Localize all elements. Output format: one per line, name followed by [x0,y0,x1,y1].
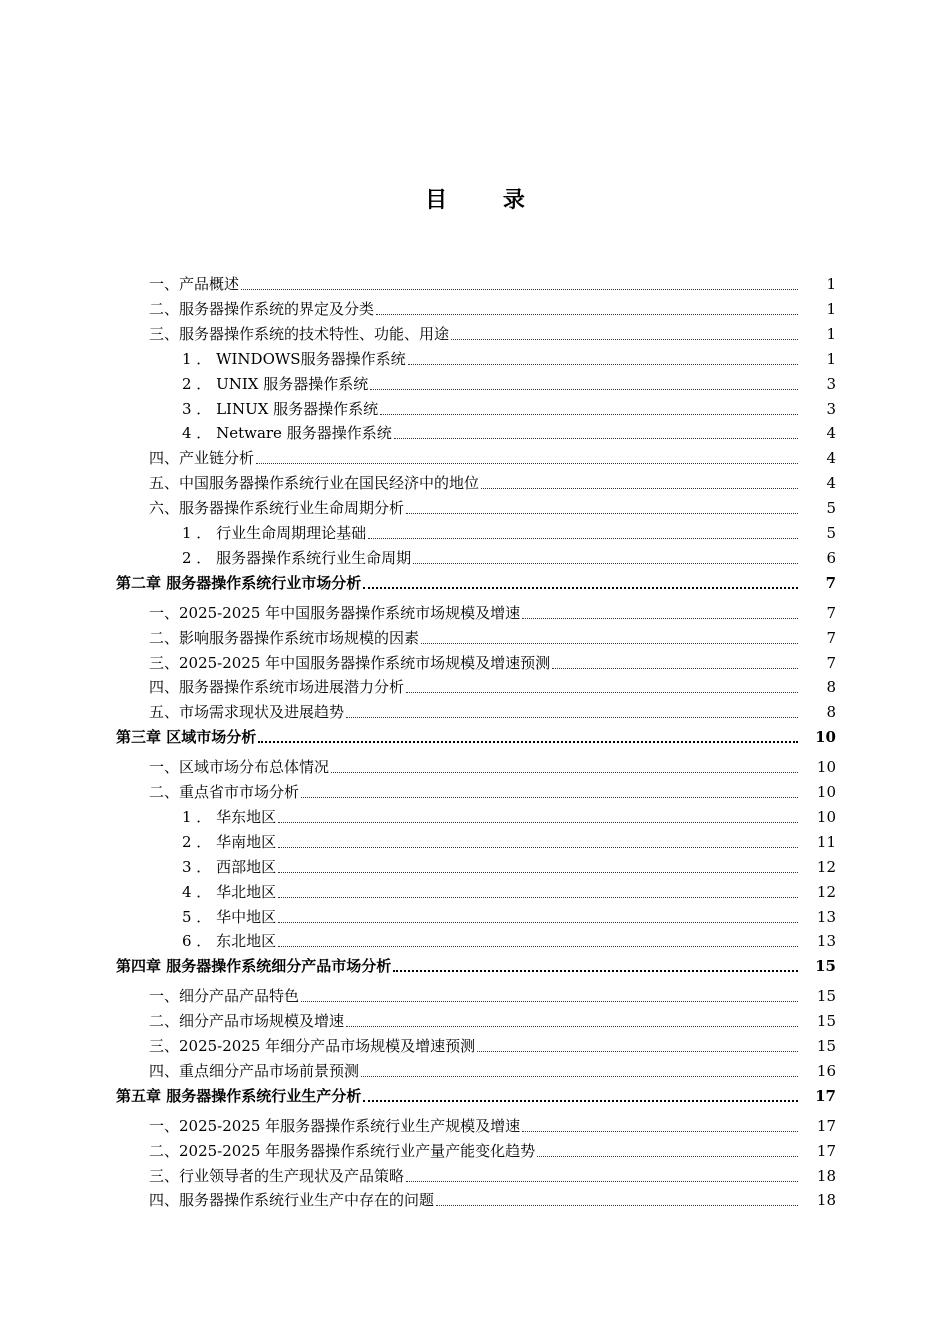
toc-entry-label: 2 ． UNIX 服务器操作系统 [182,374,369,393]
toc-entry-label: 二、重点省市市场分析 [149,783,300,801]
toc-entry-label: 第五章 服务器操作系统行业生产分析 [116,1086,362,1105]
toc-page-number: 12 [816,882,836,901]
toc-entry-label: 四、服务器操作系统行业生产中存在的问题 [149,1191,435,1210]
dot-leader [241,283,798,290]
toc-page-number: 12 [816,857,836,876]
page-title: 目 录 [425,188,549,213]
dot-leader [278,841,798,848]
toc-entry-label: 三、服务器操作系统的技术特性、功能、用途 [149,324,450,343]
toc-page-number: 4 [826,449,836,468]
dot-leader [406,507,798,514]
toc-page-number: 1 [826,299,836,318]
toc-entry-label: 一、2025-2025 年服务器操作系统行业生产规模及增速 [149,1116,521,1135]
toc-page-number: 1 [826,324,836,343]
toc-entry[interactable] [182,521,836,545]
toc-entry-label: 五、市场需求现状及进展趋势 [149,703,345,722]
dot-leader [537,1150,798,1157]
toc-entry-label: 四、产业链分析 [149,449,255,468]
toc-page-number: 1 [826,349,836,368]
toc-page-number: 7 [826,628,836,647]
toc-page-number: 4 [826,424,836,443]
toc-page-number: 11 [816,832,836,851]
dot-leader [522,1125,798,1132]
toc-entry[interactable] [182,546,836,570]
toc-entry[interactable] [149,496,836,520]
toc-chapter-entry[interactable] [116,1084,836,1108]
dot-leader [477,1045,798,1052]
toc-page-number: 16 [816,1061,836,1080]
dot-leader [552,662,798,669]
toc-entry[interactable] [149,601,836,625]
toc-entry-label: 一、区域市场分布总体情况 [149,758,330,777]
toc-page-number: 15 [816,987,836,1006]
toc-entry-label: 二、2025-2025 年服务器操作系统行业产量产能变化趋势 [149,1141,536,1160]
dot-leader [278,940,798,947]
toc-entry-label: 二、细分产品市场规模及增速 [149,1012,345,1031]
toc-entry[interactable] [182,372,836,396]
toc-page-number: 17 [815,1086,836,1105]
toc-entry[interactable] [149,1164,836,1188]
toc-entry-label: 5 ． 华中地区 [182,907,277,926]
toc-entry-label: 四、服务器操作系统市场进展潜力分析 [149,678,405,697]
toc-entry-label: 1 ． 华东地区 [182,807,277,826]
toc-entry-label: 六、服务器操作系统行业生命周期分析 [149,499,405,518]
dot-leader [421,637,798,644]
dot-leader [481,482,798,489]
toc-page-number: 3 [826,374,836,393]
toc-page-number: 10 [816,758,836,777]
toc-entry-label: 五、中国服务器操作系统行业在国民经济中的地位 [149,474,480,493]
toc-page-number: 1 [826,275,836,293]
toc-entry[interactable] [182,805,836,829]
dot-leader [331,766,798,773]
toc-page-number: 7 [826,603,836,622]
toc-entry[interactable] [149,1009,836,1033]
dot-leader [278,891,798,898]
dot-leader [394,432,798,439]
toc-entry[interactable] [149,651,836,675]
toc-page-number: 7 [826,653,836,672]
dot-leader [363,581,798,589]
dot-leader [376,308,798,315]
toc-page-number: 15 [816,1037,836,1055]
dot-leader [346,711,798,718]
toc-entry[interactable] [149,1139,836,1163]
toc-entry[interactable] [182,397,836,421]
dot-leader [258,735,798,743]
toc-entry-label: 三、2025-2025 年细分产品市场规模及增速预测 [149,1037,476,1055]
dot-leader [256,457,798,464]
toc-entry-label: 3 ． 西部地区 [182,857,277,876]
toc-page-number: 15 [816,1012,836,1031]
toc-page-number: 10 [816,783,836,801]
toc-entry-label: 二、影响服务器操作系统市场规模的因素 [149,628,420,647]
toc-page-number: 7 [825,573,836,592]
toc-entry-label: 一、2025-2025 年中国服务器操作系统市场规模及增速 [149,603,521,622]
toc-entry-label: 1 ． 行业生命周期理论基础 [182,524,367,542]
toc-page-number: 17 [816,1141,836,1160]
dot-leader [406,1175,798,1182]
toc-chapter-entry[interactable] [116,725,836,749]
toc-page-number: 10 [815,728,836,747]
toc-page-number: 13 [816,907,836,926]
toc-entry-label: 4 ． Netware 服务器操作系统 [182,424,392,443]
toc-entry-label: 4 ． 华北地区 [182,882,277,901]
toc-entry[interactable] [149,626,836,650]
toc-entry[interactable] [149,700,836,724]
toc-entry[interactable] [149,272,836,296]
toc-entry[interactable] [149,755,836,779]
dot-leader [370,383,798,390]
toc-entry[interactable] [149,675,836,699]
toc-entry[interactable] [182,855,836,879]
toc-entry[interactable] [149,297,836,321]
toc-entry[interactable] [182,347,836,371]
dot-leader [301,791,798,798]
dot-leader [451,333,798,340]
toc-page-number: 5 [826,499,836,518]
dot-leader [278,816,798,823]
toc-page-number: 3 [826,399,836,418]
toc-entry-label: 第三章 区域市场分析 [116,728,257,747]
dot-leader [406,686,798,693]
dot-leader [361,1070,798,1077]
dot-leader [346,1020,798,1027]
toc-entry-label: 一、产品概述 [149,275,240,293]
toc-entry-label: 三、行业领导者的生产现状及产品策略 [149,1166,405,1185]
toc-chapter-entry[interactable] [116,954,836,978]
toc-entry[interactable] [149,1059,836,1083]
toc-entry[interactable] [182,905,836,929]
toc-entry-label: 2 ． 服务器操作系统行业生命周期 [182,548,412,567]
dot-leader [368,532,798,539]
toc-page-number: 4 [826,474,836,493]
dot-leader [278,916,798,923]
toc-page-number: 17 [816,1116,836,1135]
toc-page-number: 18 [816,1166,836,1185]
dot-leader [393,964,798,972]
toc-page-number: 5 [826,524,836,542]
toc-entry-label: 第二章 服务器操作系统行业市场分析 [116,573,362,592]
dot-leader [413,557,798,564]
dot-leader [278,866,798,873]
toc-page-number: 8 [826,703,836,722]
dot-leader [380,408,798,415]
toc-page-number: 10 [816,807,836,826]
dot-leader [301,995,798,1002]
toc-page-number: 8 [826,678,836,697]
toc-entry-label: 二、服务器操作系统的界定及分类 [149,299,375,318]
dot-leader [363,1094,798,1102]
toc-page-number: 6 [826,548,836,567]
toc-entry-label: 3 ． LINUX 服务器操作系统 [182,399,379,418]
toc-page-number: 18 [816,1191,836,1210]
toc-entry-label: 一、细分产品产品特色 [149,987,300,1006]
toc-chapter-entry[interactable] [116,571,836,595]
toc-entry[interactable] [182,880,836,904]
toc-entry[interactable] [149,1188,836,1212]
toc-entry[interactable] [149,780,836,804]
dot-leader [408,358,798,365]
toc-entry[interactable] [182,421,836,445]
dot-leader [436,1199,798,1206]
toc-entry-label: 2 ． 华南地区 [182,832,277,851]
toc-entry[interactable] [149,446,836,470]
toc-page-number: 15 [815,957,836,976]
toc-entry[interactable] [149,1034,836,1058]
toc-entry[interactable] [149,322,836,346]
toc-entry-label: 四、重点细分产品市场前景预测 [149,1061,360,1080]
toc-entry-label: 6 ． 东北地区 [182,932,277,951]
toc-entry[interactable] [182,830,836,854]
toc-entry[interactable] [149,984,836,1008]
dot-leader [522,612,798,619]
toc-entry-label: 1 ． WINDOWS服务器操作系统 [182,349,406,368]
toc-entry[interactable] [182,929,836,953]
toc-entry[interactable] [149,471,836,495]
toc-entry[interactable] [149,1114,836,1138]
toc-entry-label: 三、2025-2025 年中国服务器操作系统市场规模及增速预测 [149,653,551,672]
toc-page-number: 13 [816,932,836,951]
toc-entry-label: 第四章 服务器操作系统细分产品市场分析 [116,957,392,976]
